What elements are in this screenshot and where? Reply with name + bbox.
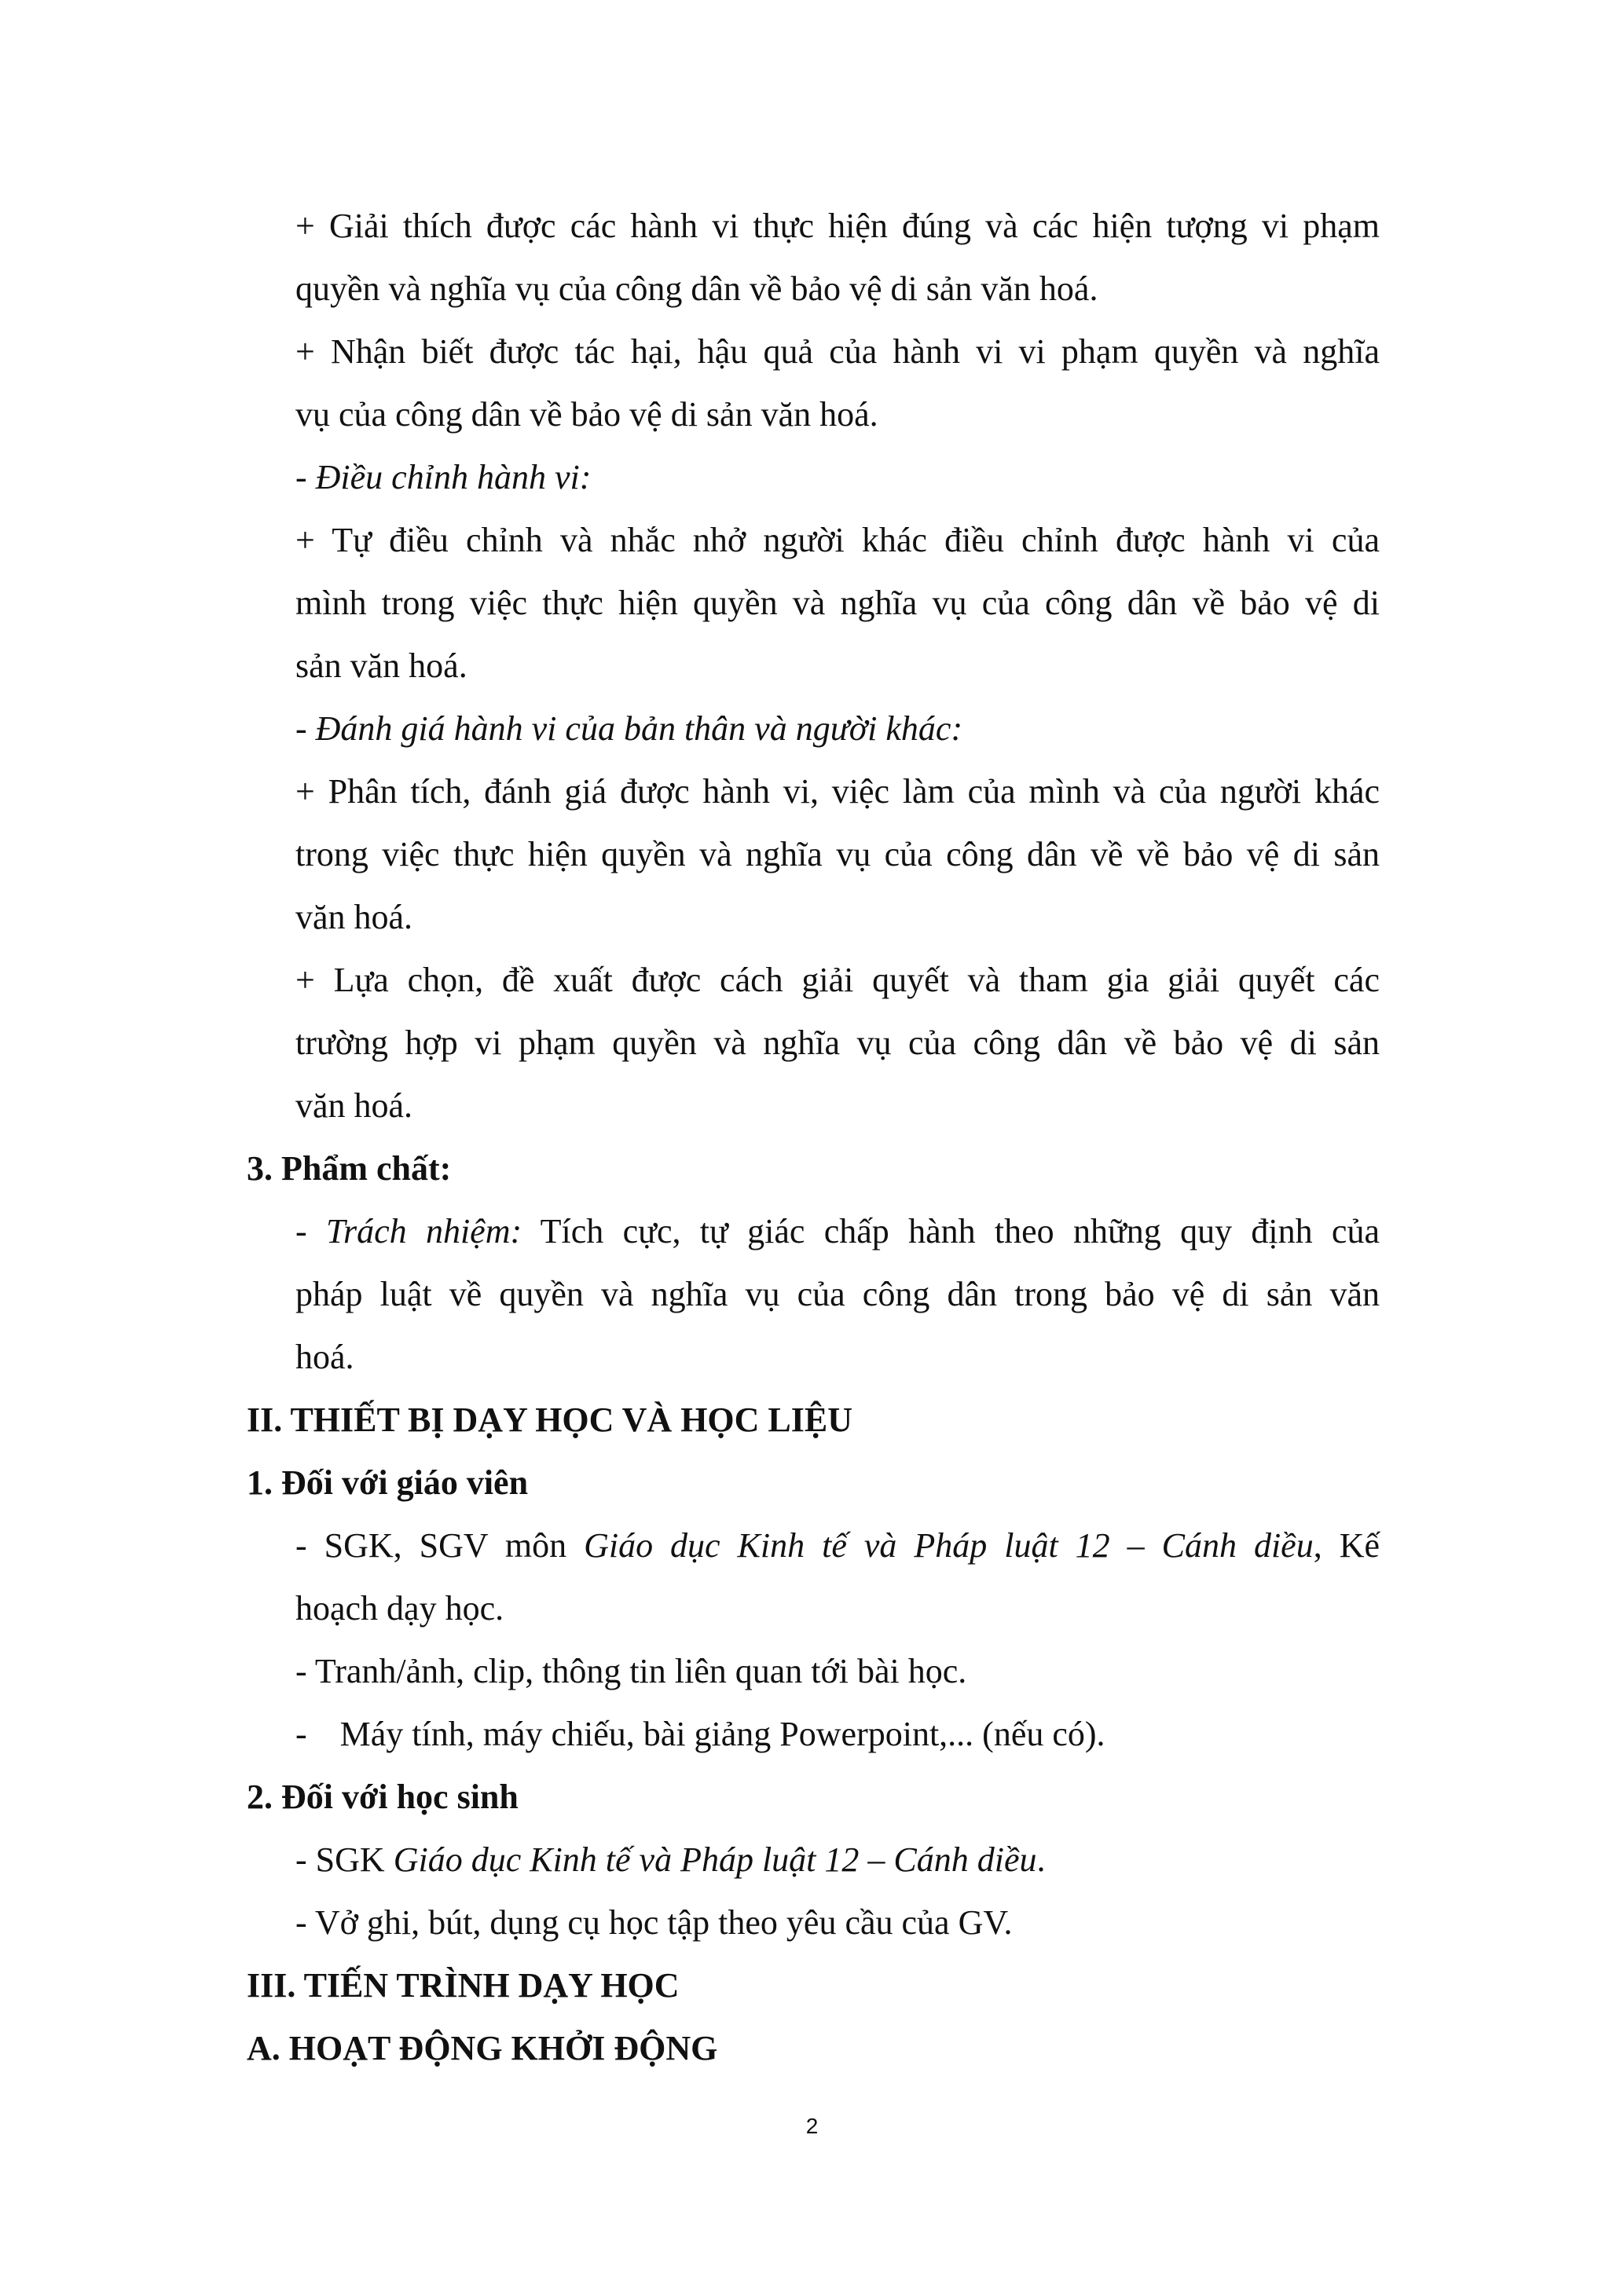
list-item — [295, 1712, 1105, 1756]
section-heading: III. TIẾN TRÌNH DẠY HỌC — [247, 1966, 680, 2005]
list-dash: - — [295, 1715, 307, 1753]
line-text: - SGK, SGV môn — [295, 1526, 585, 1565]
body-line — [295, 1210, 1380, 1254]
body-line: trường hợp vi phạm quyền và nghĩa vụ của công dân về bảo vệ di sản — [295, 1023, 1380, 1062]
italic-subheading: Đánh giá hành vi của bản thân và người khác: — [315, 709, 963, 748]
italic-subheading: Điều chỉnh hành vi: — [315, 458, 592, 496]
body-line: quyền và nghĩa vụ của công dân về bảo vệ di sản văn hoá. — [295, 269, 1098, 308]
line-text: Máy tính, máy chiếu, bài giảng Powerpoint,... (nếu có). — [339, 1715, 1105, 1753]
body-line: hoá. — [295, 1338, 354, 1376]
body-line: + Tự điều chỉnh và nhắc nhở người khác điều chỉnh được hành vi của — [295, 521, 1380, 559]
body-line: - Vở ghi, bút, dụng cụ học tập theo yêu cầu của GV. — [295, 1903, 1013, 1942]
body-line: - Tranh/ảnh, clip, thông tin liên quan tới bài học. — [295, 1652, 967, 1690]
body-line — [295, 1524, 1380, 1568]
dash-prefix: - — [295, 458, 316, 496]
dash-prefix: - — [295, 709, 316, 748]
body-line: pháp luật về quyền và nghĩa vụ của công dân trong bảo vệ di sản văn — [295, 1275, 1380, 1313]
subheading-line — [295, 456, 591, 500]
subheading-line — [295, 707, 962, 751]
body-line — [295, 1838, 1046, 1882]
book-title: Giáo dục Kinh tế và Pháp luật 12 – Cánh diều — [393, 1840, 1037, 1879]
body-line: + Nhận biết được tác hại, hậu quả của hành vi vi phạm quyền và nghĩa — [295, 332, 1380, 371]
line-text: - SGK — [295, 1840, 394, 1879]
section-heading: A. HOẠT ĐỘNG KHỞI ĐỘNG — [247, 2029, 718, 2067]
body-line: sản văn hoá. — [295, 646, 467, 685]
body-line: + Giải thích được các hành vi thực hiện đúng và các hiện tượng vi phạm — [295, 207, 1380, 245]
body-line: trong việc thực hiện quyền và nghĩa vụ của công dân về về bảo vệ di sản — [295, 835, 1380, 873]
line-text: Tích cực, tự giác chấp hành theo những quy định của — [522, 1212, 1380, 1251]
section-heading: 2. Đối với học sinh — [247, 1778, 519, 1816]
italic-term: Trách nhiệm: — [325, 1212, 522, 1251]
body-line: vụ của công dân về bảo vệ di sản văn hoá. — [295, 395, 878, 434]
section-heading: 3. Phẩm chất: — [247, 1149, 452, 1188]
section-heading: II. THIẾT BỊ DẠY HỌC VÀ HỌC LIỆU — [247, 1401, 853, 1439]
body-line: mình trong việc thực hiện quyền và nghĩa vụ của công dân về bảo vệ di — [295, 584, 1380, 622]
page-number: 2 — [805, 2114, 819, 2138]
line-text: , Kế — [1313, 1526, 1380, 1565]
body-line: + Lựa chọn, đề xuất được cách giải quyết và tham gia giải quyết các — [295, 961, 1380, 999]
body-line: + Phân tích, đánh giá được hành vi, việc làm của mình và của người khác — [295, 772, 1380, 811]
body-line: văn hoá. — [295, 1086, 413, 1125]
body-line: văn hoá. — [295, 898, 413, 936]
line-text: . — [1036, 1840, 1046, 1879]
book-title: Giáo dục Kinh tế và Pháp luật 12 – Cánh diều — [584, 1526, 1314, 1565]
dash-prefix: - — [295, 1212, 326, 1251]
section-heading: 1. Đối với giáo viên — [247, 1463, 529, 1502]
body-line: hoạch dạy học. — [295, 1589, 504, 1628]
